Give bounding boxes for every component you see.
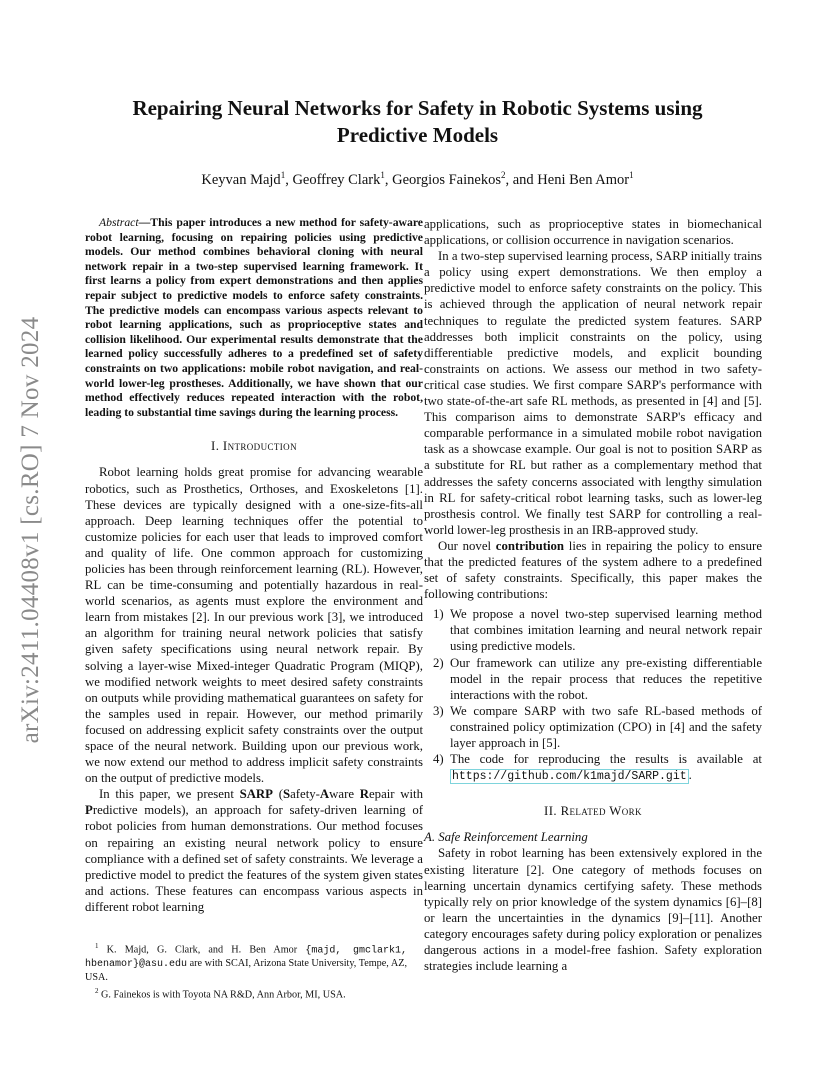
arxiv-id: arXiv:2411.04408v1 [cs.RO] 7 Nov 2024	[17, 316, 44, 744]
related-work-paragraph-1: Safety in robot learning has been extensively explored in the existing literature [2]. One category of methods focuses on learning uncertain dynamics certifying safety. These methods typically rely on prior knowledge of the system dynamics [6]–[8] or learn the uncertainties in the dynamics [9]–[11]. Another category encourages safety during policy exploration or penalizes dangerous actions in a model-free fashion. Safety exploration strategies include learning a	[424, 846, 762, 974]
text-run: Our novel	[438, 538, 496, 553]
footnote-marker: 2	[95, 987, 99, 996]
right-column	[424, 216, 762, 974]
acronym-letter: A	[319, 787, 330, 802]
intro-paragraph-2	[85, 786, 423, 915]
list-text: The code for reproducing the results is available at	[450, 752, 762, 767]
text-run: K. Majd, G. Clark, and H. Ben Amor	[98, 944, 306, 956]
arxiv-stamp	[6, 280, 56, 780]
list-text: Our framework can utilize any pre-existing differentiable model in the repair process that reduces the repetitive interactions with the robot.	[450, 655, 762, 702]
section-heading-introduction	[85, 438, 423, 454]
footnote-1	[85, 940, 407, 984]
author-emails: {majd, gmclark1, hbenamor}@asu.edu	[85, 945, 407, 970]
list-text: We propose a novel two-step supervised learning method that combines imitation learning and neural network repair using predictive models.	[450, 607, 762, 654]
footnotes	[85, 940, 407, 1003]
section-number: II.	[544, 804, 561, 819]
author-separator: , and	[505, 171, 538, 188]
code-repository-link[interactable]: https://github.com/k1majd/SARP.git	[452, 770, 687, 784]
list-text: We compare SARP with two safe RL-based methods of constrained policy optimization (CPO) in [4] and the safety layer approach in [5].	[450, 703, 762, 750]
section-heading-related-work	[424, 803, 762, 819]
author-list	[90, 170, 745, 189]
author-separator: ,	[285, 171, 293, 188]
contribution-term: contribution	[495, 538, 565, 553]
list-number: 3)	[433, 703, 444, 718]
footnote-marker: 1	[95, 942, 99, 950]
text-run: lies in repairing the policy to ensure that the predicted features of the system adhere to a predefined set of safety constraints. Specifically, this paper makes the following contributions:	[424, 538, 762, 602]
list-number: 4)	[433, 752, 444, 767]
acronym-letter: P	[85, 803, 93, 818]
section-title: Introduction	[222, 439, 297, 454]
author-affiliation: 1	[629, 170, 634, 180]
intro-paragraph-1: Robot learning holds great promise for advancing wearable robotics, such as Prosthetics, Orthoses, and Exoskeletons [1]. These devices are typically designed with a one-size-fits-all approach. Deep learning techniques offer the potential to customize policies for each user that leads to improved comfort and quality of life. One common approach for customizing policies has been through reinforcement learning (RL). However, RL can be time-consuming and potentially hazardous in real-world scenarios, as agents must explore the environment and learn from mistakes [2]. In our previous work [3], we introduced an algorithm for training neural network policies that satisfy given safety specifications using neural network repair. By solving a layer-wise Mixed-integer Quadratic Program (MIQP), we modified network weights to meet desired safety constraints on outputs while providing mathematical guarantees on safety for the samples used in repair. However, our method primarily focused on addressing explicit safety constraints over the output space of the neural network. Building upon our previous work, we now extend our method to address implicit safety constraints on the output of predictive models.	[85, 465, 423, 786]
intro-paragraph-2-continued: applications, such as proprioceptive states in biomechanical applications, or collision occurrence in navigation scenarios.	[424, 217, 762, 248]
text-run: epair with	[368, 787, 423, 802]
acronym-letter: R	[359, 787, 369, 802]
abstract-dash: —	[138, 216, 151, 229]
list-number: 2)	[433, 655, 444, 670]
text-run: .	[688, 768, 692, 783]
abstract-text: This paper introduces a new method for safety-aware robot learning, focusing on repairing policies using predictive models. Our method combines behavioral cloning with neural network repair in a two-step supervised learning framework. It first learns a policy from expert demonstrations and then applies repair subject to predictive models to enforce safety constraints. The predictive models can encompass various aspects relevant to robot learning applications, such as proprioceptive states and collision likelihood. Our experimental results demonstrate that the learned policy successfully adheres to a predefined set of safety constraints on two applications: mobile robot navigation, and real-world lower-leg prostheses. Additionally, we have shown that our method effectively reduces repeated interaction with the robot, leading to substantial time savings during the learning process.	[85, 216, 423, 419]
intro-paragraph-3: In a two-step supervised learning process, SARP initially trains a policy using expert demonstrations. We then employ a predictive model to enforce safety constraints on the policy. This is achieved through the application of neural network repair techniques to regulate the predicted system features. SARP addresses both implicit constraints on the policy, using differentiable predictive models, and explicit bounding constraints on actions. We assess our method in two safety-critical case studies. We first compare SARP's performance with two state-of-the-art safe RL methods, as presented in [4] and [5]. This comparison aims to demonstrate SARP's efficacy and comparable performance in a simulated mobile robot navigation task as a showcase example. Our goal is not to position SARP as a substitute for RL but rather as a complementary method that addresses the safety concerns associated with lengthy simulation in RL for safety-critical robot learning tasks, such as lower-leg prosthesis control. We finally test SARP for controlling a real-world lower-leg prosthesis in an IRB-approved study.	[424, 249, 763, 537]
list-item	[424, 703, 762, 751]
sarp-term: SARP	[239, 787, 273, 802]
text-run: afety-	[290, 787, 320, 802]
list-item	[424, 606, 762, 654]
title-line-2: Predictive Models	[336, 123, 499, 147]
text-run: G. Fainekos is with Toyota NA R&D, Ann Arbor, MI, USA.	[98, 989, 346, 1001]
paper-title	[90, 95, 745, 149]
text-run: ware	[329, 787, 360, 802]
intro-paragraph-4	[424, 538, 762, 602]
list-item	[424, 655, 762, 703]
footnote-2	[85, 985, 407, 1002]
author-separator: ,	[384, 171, 393, 188]
abstract-label: Abstract	[99, 216, 139, 229]
left-column	[85, 216, 423, 915]
list-item	[424, 751, 762, 785]
author-name: Keyvan Majd	[201, 171, 281, 188]
author-name: Geoffrey Clark	[292, 171, 381, 188]
author-affiliation: 1	[380, 170, 385, 180]
abstract	[85, 216, 423, 420]
text-run: are with SCAI, Arizona State University, Tempe, AZ, USA.	[85, 957, 407, 983]
text-run: In this paper, we present	[99, 787, 240, 802]
acronym-letter: S	[282, 787, 291, 802]
author-affiliation: 2	[500, 170, 506, 180]
subsection-heading-safe-rl: A. Safe Reinforcement Learning	[424, 830, 588, 845]
author-name: Heni Ben Amor	[537, 171, 630, 188]
contribution-list	[424, 606, 762, 785]
section-number: I.	[211, 439, 223, 454]
text-run: redictive models), an approach for safety-driven learning of robot policies from human demonstrations. Our method focuses on repairing an existing neural network policy to ensure compliance with a defined set of safety constraints. We leverage a predictive model to predict the features of the system given states and actions. These features can encompass various aspects in different robot learning	[85, 803, 423, 914]
author-affiliation: 1	[280, 170, 286, 180]
list-number: 1)	[433, 607, 444, 622]
text-run: (	[273, 787, 283, 802]
author-name: Georgios Fainekos	[392, 171, 501, 188]
section-title: Related Work	[560, 804, 642, 819]
title-line-1: Repairing Neural Networks for Safety in Robotic Systems using	[132, 96, 703, 120]
